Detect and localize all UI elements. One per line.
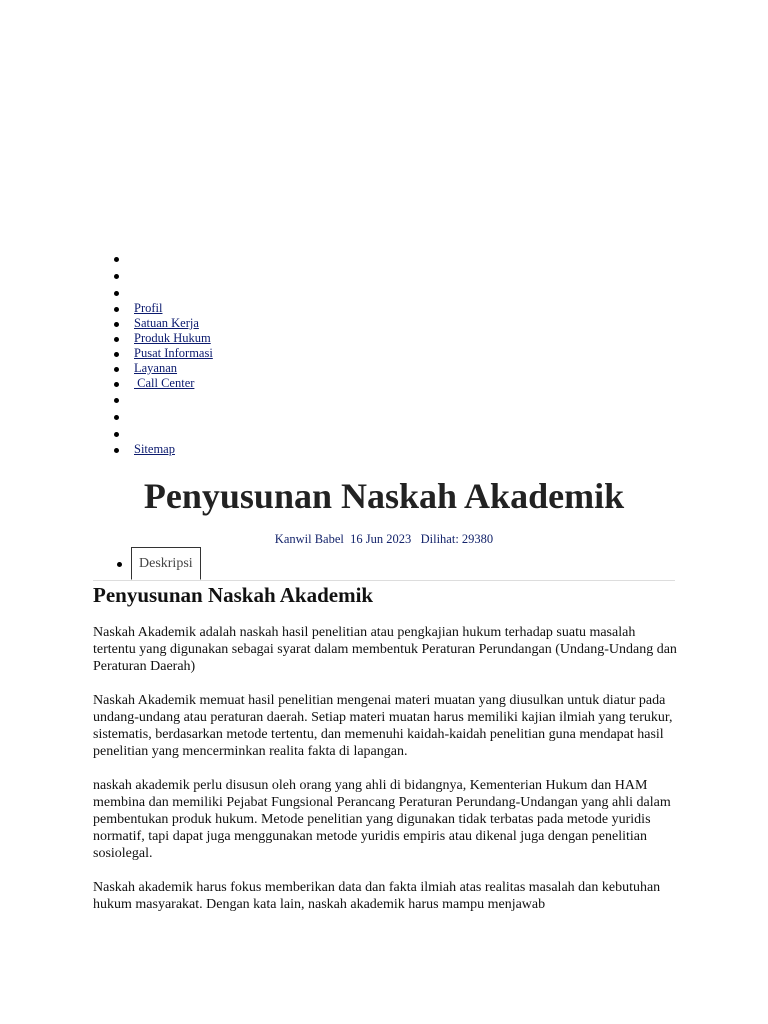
nav-link-satuan-kerja[interactable]: Satuan Kerja: [134, 316, 199, 330]
article-heading: Penyusunan Naskah Akademik: [93, 583, 374, 607]
nav-item-produk-hukum: [114, 331, 213, 346]
tab-bar: [93, 547, 675, 581]
page-title: Penyusunan Naskah Akademik: [143, 476, 625, 516]
nav-item-sitemap: [114, 442, 213, 457]
nav-item-layanan: [114, 361, 213, 376]
nav-item-satuan-kerja: [114, 316, 213, 331]
nav-list: [114, 250, 213, 457]
nav-link-profil[interactable]: Profil: [134, 301, 163, 315]
article-paragraph: Naskah Akademik adalah naskah hasil penelitian atau pengkajian hukum terhadap suatu masalah tertentu yang digunakan sebagai syarat dalam membentuk Peraturan Perundangan (Undang-Undang dan Peraturan Daerah): [93, 625, 677, 674]
nav-item-empty: [114, 425, 213, 442]
article-paragraph: naskah akademik perlu disusun oleh orang yang ahli di bidangnya, Kementerian Hukum dan HAM membina dan memiliki Pejabat Fungsional Perancang Peraturan Perundang-Undangan yang ahli dalam pembentukan produk hukum. Metode penelitian yang digunakan tidak terbatas pada metode yuridis normatif, tapi dapat juga menggunakan metode yuridis empiris atau dikenal juga dengan penelitian sosiolegal.: [93, 778, 671, 861]
article-paragraph: Naskah Akademik memuat hasil penelitian mengenai materi muatan yang diusulkan untuk diatur pada undang-undang atau peraturan daerah. Setiap materi muatan harus memiliki kajian ilmiah yang terukur, sistematis, berdasarkan metode tertentu, dan memenuhi kaidah-kaidah penelitian guna mendapat hasil penelitian yang mencerminkan realita fakta di lapangan.: [93, 693, 673, 759]
article-paragraph: Naskah akademik harus fokus memberikan data dan fakta ilmiah atas realitas masalah dan kebutuhan hukum masyarakat. Dengan kata lain, naskah akademik harus mampu menjawab: [93, 880, 661, 912]
nav-link-produk-hukum[interactable]: Produk Hukum: [134, 331, 211, 345]
nav-item-empty: [114, 391, 213, 408]
nav-link-sitemap[interactable]: Sitemap: [134, 442, 175, 456]
nav-item-empty: [114, 250, 213, 267]
article-content: [93, 582, 678, 930]
nav-link-pusat-informasi[interactable]: Pusat Informasi: [134, 346, 213, 360]
nav-link-layanan[interactable]: Layanan: [134, 361, 178, 375]
nav-item-empty: [114, 267, 213, 284]
nav-item-empty: [114, 284, 213, 301]
nav-item-profil: [114, 301, 213, 316]
nav-item-pusat-informasi: [114, 346, 213, 361]
tab-deskripsi[interactable]: Deskripsi: [131, 547, 201, 580]
tab-bullet: [117, 562, 122, 567]
nav-link-call-center[interactable]: Call Center: [134, 376, 195, 390]
nav-item-empty: [114, 408, 213, 425]
nav-item-call-center: [114, 376, 213, 391]
article-meta: Kanwil Babel 16 Jun 2023 Dilihat: 29380: [274, 532, 494, 546]
